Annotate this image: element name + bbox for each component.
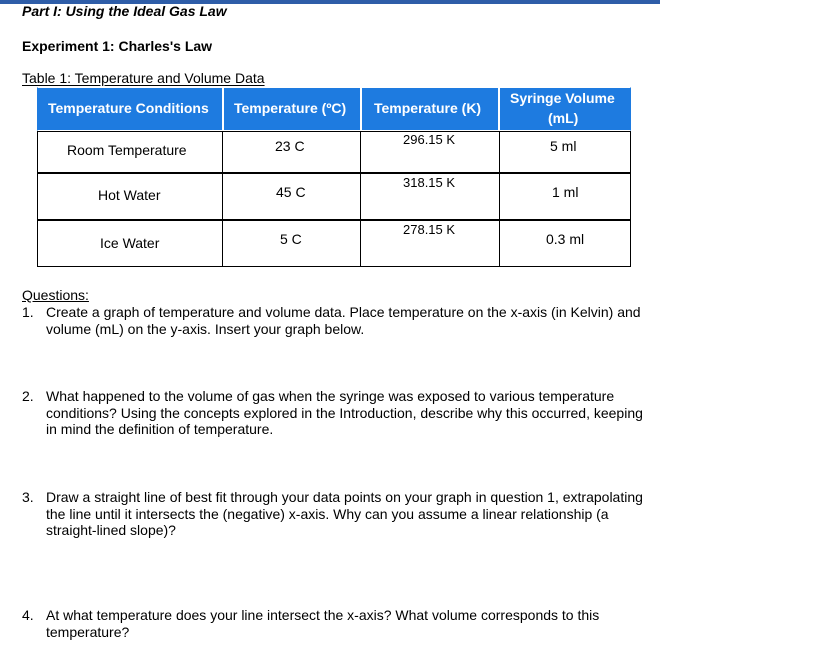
volume-value: 0.3 ml [546,231,585,247]
part-title: Part I: Using the Ideal Gas Law [22,3,227,19]
condition-value: Ice Water [100,235,160,251]
kelvin-value: 318.15 K [403,175,456,190]
table-row [37,173,631,220]
question-text: Create a graph of temperature and volume data. Place temperature on the x-axis (in Kelvin) and volume (mL) on the y-axis. Insert your graph below. [46,304,641,337]
question-number: 4. [22,607,34,623]
volume-value: 1 ml [552,184,579,200]
condition-value: Hot Water [98,187,161,203]
header-cell-conditions [37,87,223,131]
header-celsius-label: Temperature (ºC) [234,100,347,116]
table-caption-text: Table 1: Temperature and Volume Data [22,70,265,86]
question-text: What happened to the volume of gas when the syringe was exposed to various temperature conditions? Using the concepts explored in the Introduction, describe why this occurred, keeping in mind the definition of temperature. [46,388,643,437]
header-conditions-label: Temperature Conditions [48,100,209,116]
experiment-title: Experiment 1: Charles's Law [22,38,213,54]
cell-kelvin [360,131,500,173]
kelvin-value: 278.15 K [403,222,456,237]
cell-celsius [222,131,361,173]
cell-condition [37,220,223,267]
table-caption [22,70,265,86]
table-row [37,131,631,173]
header-cell-kelvin [361,87,499,131]
question-number: 3. [22,489,34,505]
cell-celsius [222,220,361,267]
question-number: 2. [22,388,34,404]
table-row [37,220,631,267]
celsius-value: 5 C [280,231,302,247]
header-cell-volume [499,87,631,131]
cell-kelvin [360,220,500,267]
header-kelvin-label: Temperature (K) [374,100,482,116]
cell-celsius [222,173,361,220]
condition-value: Room Temperature [67,142,187,158]
celsius-value: 45 C [276,184,306,200]
question-number: 1. [22,304,34,320]
celsius-value: 23 C [275,138,305,154]
cell-condition [37,173,223,220]
volume-value: 5 ml [550,138,577,154]
cell-volume [499,173,631,220]
cell-condition [37,131,223,173]
cell-volume [499,220,631,267]
questions-heading: Questions: [22,287,89,303]
questions-section [22,287,662,640]
kelvin-value: 296.15 K [403,132,456,147]
question-text: At what temperature does your line intersect the x-axis? What volume corresponds to this temperature? [46,607,600,640]
table-header-row [37,87,631,131]
data-table [37,87,631,267]
question-text: Draw a straight line of best fit through your data points on your graph in question 1, extrapolating the line until it intersects the (negative) x-axis. Why can you assume a linear relationship (a straight-lined slope)? [46,489,643,538]
cell-kelvin [360,173,500,220]
cell-volume [499,131,631,173]
header-volume-label-line2: (mL) [548,110,579,126]
header-cell-celsius [223,87,361,131]
header-volume-label-line1: Syringe Volume [510,90,615,106]
